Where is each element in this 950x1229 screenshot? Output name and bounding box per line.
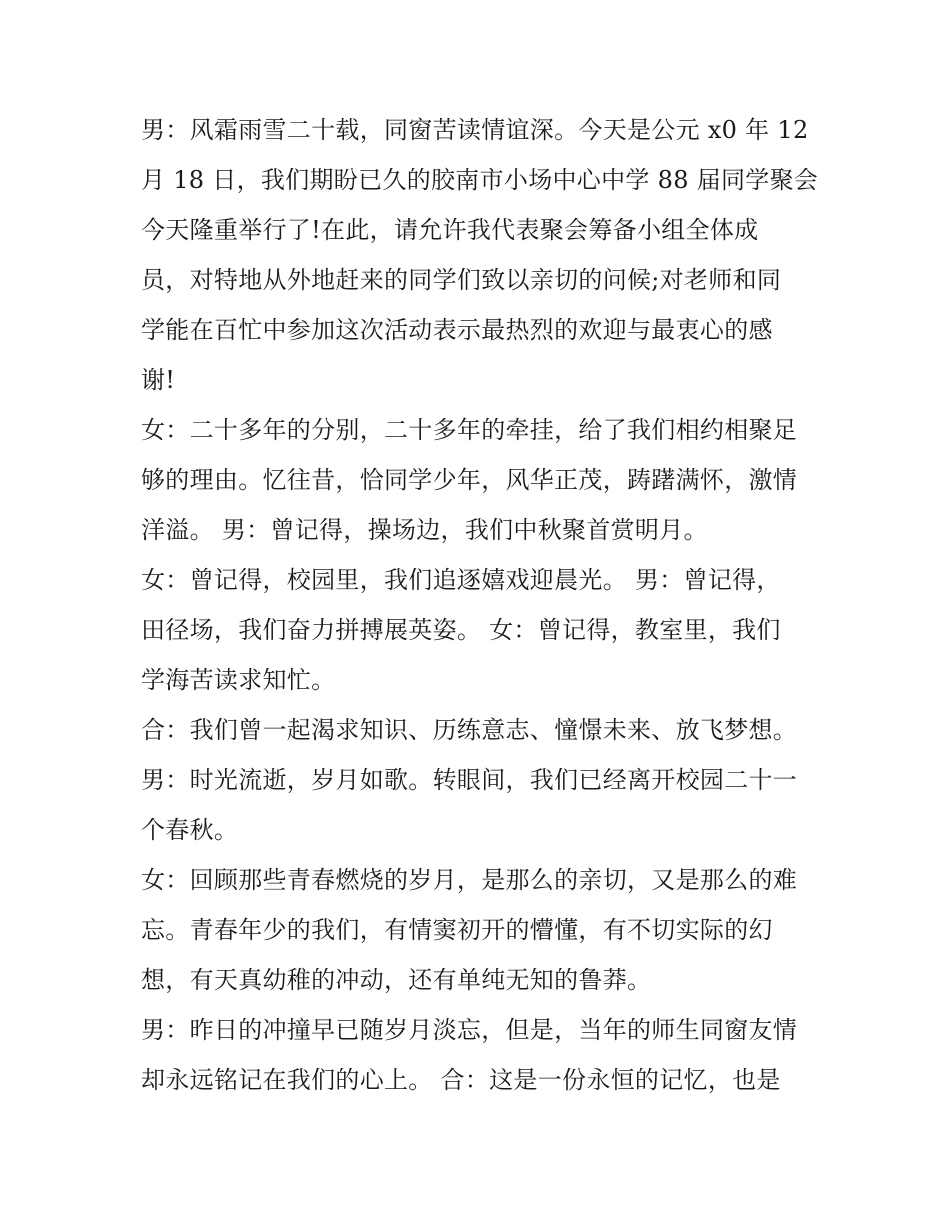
text-line: 个春秋。 [141, 816, 239, 844]
text-line: 学能在百忙中参加这次活动表示最热烈的欢迎与最衷心的感 [141, 316, 773, 344]
text-line: 男：时光流逝，岁月如歌。转眼间，我们已经离开校园二十一 [141, 766, 798, 794]
text-line: 女：曾记得，校园里，我们追逐嬉戏迎晨光。 男：曾记得， [141, 566, 781, 594]
text-line: 学海苦读求知忙。 [141, 666, 336, 694]
text-line: 男：风霜雨雪二十载，同窗苦读情谊深。今天是公元 x0 年 12 [141, 116, 809, 144]
text-line: 女：回顾那些青春燃烧的岁月，是那么的亲切，又是那么的难 [141, 866, 798, 894]
text-line: 洋溢。 男：曾记得，操场边，我们中秋聚首赏明月。 [141, 516, 708, 544]
text-line: 员，对特地从外地赶来的同学们致以亲切的问候;对老师和同 [141, 266, 782, 294]
text-line: 想，有天真幼稚的冲动，还有单纯无知的鲁莽。 [141, 966, 652, 994]
text-line: 够的理由。忆往昔，恰同学少年，风华正茂，踌躇满怀，激情 [141, 466, 798, 494]
text-line: 女：二十多年的分别，二十多年的牵挂，给了我们相约相聚足 [141, 416, 798, 444]
text-line: 谢! [141, 366, 176, 394]
speech-text [141, 105, 821, 1105]
text-line: 忘。青春年少的我们，有情窦初开的懵懂，有不切实际的幻 [141, 916, 773, 944]
text-line: 田径场，我们奋力拼搏展英姿。 女：曾记得，教室里，我们 [141, 616, 781, 644]
text-line: 合：我们曾一起渴求知识、历练意志、憧憬未来、放飞梦想。 [141, 716, 798, 744]
text-line: 却永远铭记在我们的心上。 合：这是一份永恒的记忆，也是 [141, 1066, 781, 1094]
text-line: 月 18 日，我们期盼已久的胶南市小场中心中学 88 届同学聚会 [141, 166, 819, 194]
text-line: 今天隆重举行了!在此，请允许我代表聚会筹备小组全体成 [141, 216, 759, 244]
text-line: 男：昨日的冲撞早已随岁月淡忘，但是，当年的师生同窗友情 [141, 1016, 798, 1044]
